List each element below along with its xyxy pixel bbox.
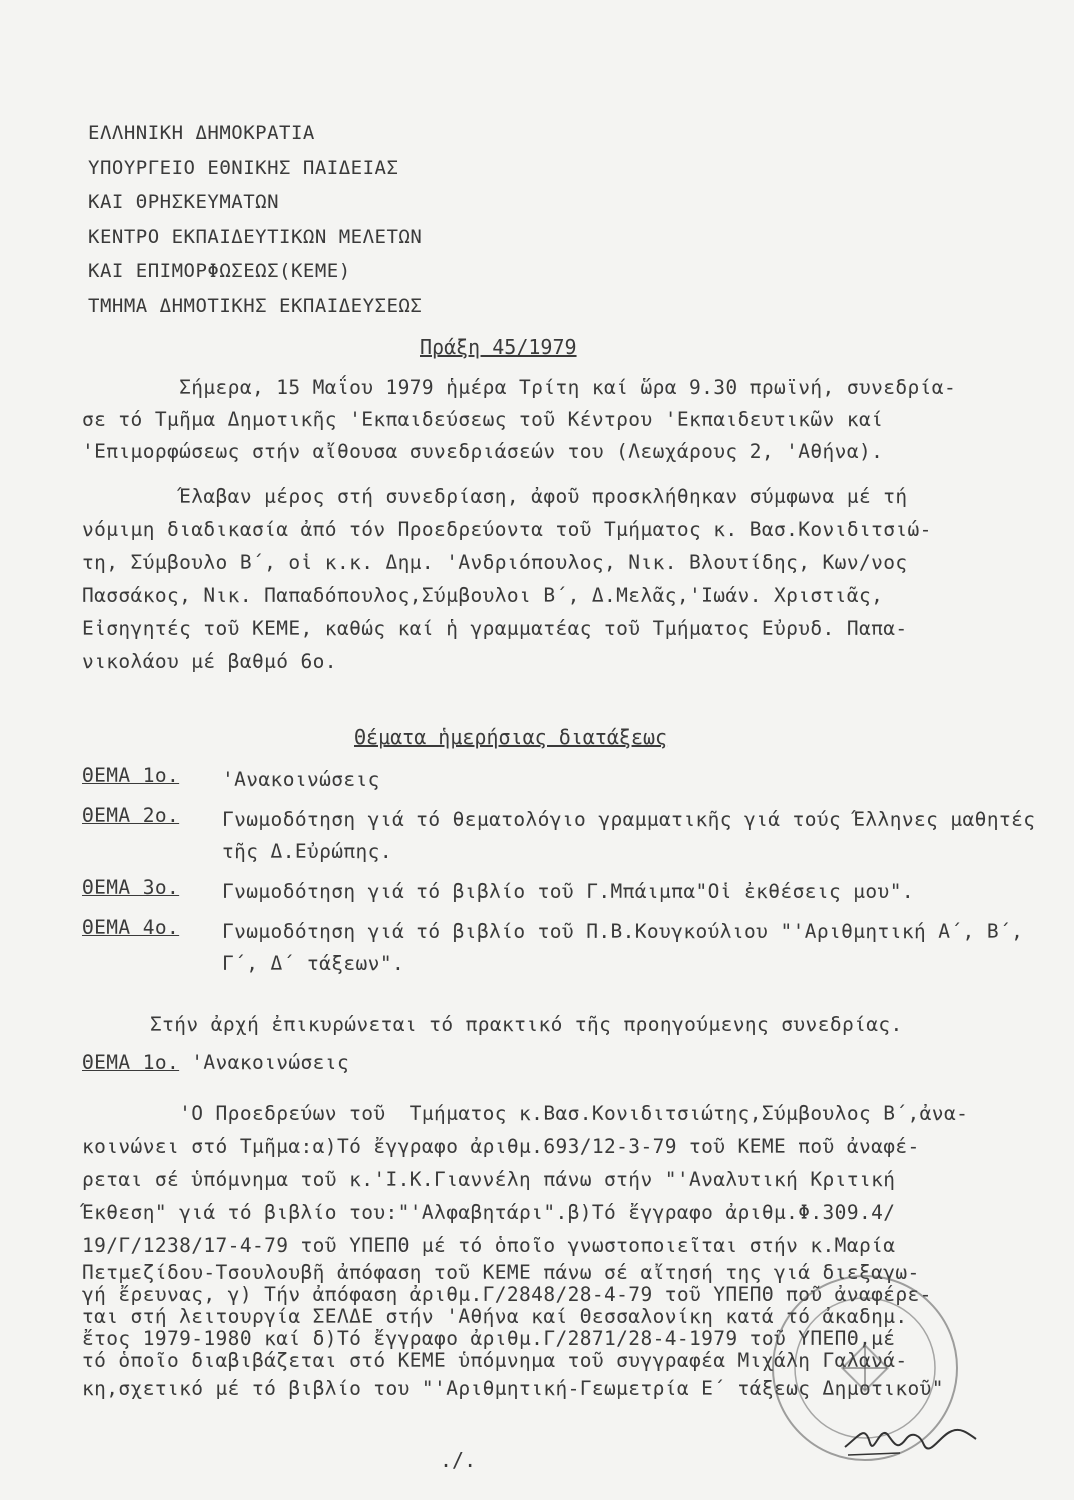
agenda-item <box>82 764 1042 796</box>
text-line: κοινώνει στό Τμῆμα:α)Τό ἔγγραφο ἀριθμ.693/12-3-79 τοῦ ΚΕΜΕ ποῦ ἀναφέ- <box>82 1135 920 1158</box>
text-line: γή ἔρευνας, γ) Τήν ἀπόφαση ἀριθμ.Γ/2848/28-4-79 τοῦ ΥΠΕΠΘ ποῦ ἀναφέρε- <box>82 1283 932 1306</box>
agenda-item-text: Γνωμοδότηση γιά τό βιβλίο τοῦ Π.Β.Κουγκούλιου "'Αριθμητική Α΄, Β΄, Γ΄, Δ΄ τάξεων". <box>222 920 1024 975</box>
text-line: Πασσάκος, Νικ. Παπαδόπουλος,Σύμβουλοι Β΄, Δ.Μελᾶς,'Ιωάν. Χριστιᾶς, <box>82 584 884 607</box>
text-line: Σήμερα, 15 Μαΐου 1979 ἡμέρα Τρίτη καί ὥρα 9.30 πρωϊνή, συνεδρία- <box>82 376 957 399</box>
agenda-item-text: Γνωμοδότηση γιά τό βιβλίο τοῦ Γ.Μπάιμπα"Οἱ ἐκθέσεις μου". <box>222 880 914 903</box>
intro-paragraph <box>82 372 1042 468</box>
text-line: κη,σχετικό μέ τό βιβλίο του "'Αριθμητική-Γεωμετρία Ε΄ τάξεως Δημοτικοῦ" <box>82 1377 944 1400</box>
text-line: Έλαβαν μέρος στή συνεδρίαση, ἀφοῦ προσκλήθηκαν σύμφωνα μέ τή <box>82 485 908 508</box>
text-line: 19/Γ/1238/17-4-79 τοῦ ΥΠΕΠΘ μέ τό ὁποῖο γνωστοποιεῖται στήν κ.Μαρία <box>82 1234 896 1257</box>
section-text: 'Ανακοινώσεις <box>179 1051 350 1074</box>
text-line: ἔτος 1979-1980 καί δ)Τό ἔγγραφο ἀριθμ.Γ/2871/28-4-1979 τοῦ ΥΠΕΠΘ,μέ <box>82 1327 896 1350</box>
letterhead-line: ΕΛΛΗΝΙΚΗ ΔΗΜΟΚΡΑΤΙΑ <box>88 122 315 144</box>
agenda-title: Θέματα ἡμερήσιας διατάξεως <box>354 725 668 749</box>
section-label: ΘΕΜΑ 1ο. <box>82 1051 180 1074</box>
agenda-item <box>82 804 1042 868</box>
text-line: νικολάου μέ βαθμό 6ο. <box>82 650 337 673</box>
letterhead-line: ΥΠΟΥΡΓΕΙΟ ΕΘΝΙΚΗΣ ΠΑΙΔΕΙΑΣ <box>88 156 399 179</box>
agenda-item-text: 'Ανακοινώσεις <box>222 768 380 791</box>
agenda-item-label: ΘΕΜΑ 2ο. <box>82 804 180 827</box>
agenda-item <box>82 876 1042 908</box>
letterhead-line: ΚΑΙ ΕΠΙΜΟΡΦΩΣΕΩΣ(ΚΕΜΕ) <box>88 260 351 282</box>
page-continuation-marker: ./. <box>440 1448 477 1472</box>
text-line: Πετμεζίδου-Τσουλουβῆ ἀπόφαση τοῦ ΚΕΜΕ πάνω σέ αἴτησή της γιά διεξαγω- <box>82 1261 920 1284</box>
approval-statement: Στήν ἀρχή ἐπικυρώνεται τό πρακτικό τῆς προηγούμενης συνεδρίας. <box>150 1013 903 1036</box>
agenda-item-text: Γνωμοδότηση γιά τό θεματολόγιο γραμματικῆς γιά τούς Έλληνες μαθητές τῆς Δ.Εὐρώπης. <box>222 808 1036 863</box>
text-line: τη, Σύμβουλο Β΄, οἱ κ.κ. Δημ. 'Ανδριόπουλος, Νικ. Βλουτίδης, Κων/νος <box>82 551 908 574</box>
letterhead <box>88 116 422 323</box>
letterhead-line: ΚΑΙ ΘΡΗΣΚΕΥΜΑΤΩΝ <box>88 191 280 213</box>
attendance-paragraph <box>82 480 1042 678</box>
text-line: ται στή λειτουργία ΣΕΛΔΕ στήν 'Αθήνα καί Θεσσαλονίκη κατά τό ἀκαδημ. <box>82 1305 908 1328</box>
text-line: 'Επιμορφώσεως στήν αἴθουσα συνεδριάσεών του (Λεωχάρους 2, 'Αθήνα). <box>82 440 884 463</box>
agenda-item-label: ΘΕΜΑ 4ο. <box>82 916 180 939</box>
agenda-item-label: ΘΕΜΑ 1ο. <box>82 764 180 787</box>
text-line: 'Ο Προεδρεύων τοῦ Τμήματος κ.Βασ.Κονιδιτσιώτης,Σύμβουλος Β΄,ἀνα- <box>82 1102 969 1125</box>
agenda-item-label: ΘΕΜΑ 3ο. <box>82 876 180 899</box>
signature-icon <box>840 1405 980 1465</box>
letterhead-line: ΤΜΗΜΑ ΔΗΜΟΤΙΚΗΣ ΕΚΠΑΙΔΕΥΣΕΩΣ <box>88 294 423 317</box>
letterhead-line: ΚΕΝΤΡΟ ΕΚΠΑΙΔΕΥΤΙΚΩΝ ΜΕΛΕΤΩΝ <box>88 225 423 248</box>
text-line: Έκθεση" γιά τό βιβλίο του:"'Αλφαβητάρι".β)Τό ἔγγραφο ἀριθμ.Φ.309.4/ <box>82 1201 896 1224</box>
text-line: σε τό Τμῆμα Δημοτικῆς 'Εκπαιδεύσεως τοῦ Κέντρου 'Εκπαιδευτικῶν καί <box>82 408 884 431</box>
agenda-list <box>82 764 1042 988</box>
agenda-item <box>82 916 1042 980</box>
text-line: ρεται σέ ὑπόμνημα τοῦ κ.'Ι.Κ.Γιαννέλη πάνω στήν "'Αναλυτική Κριτική <box>82 1168 896 1191</box>
document-title: Πράξη 45/1979 <box>420 335 577 359</box>
text-line: Εἰσηγητές τοῦ ΚΕΜΕ, καθώς καί ἡ γραμματέας τοῦ Τμήματος Εὐρυδ. Παπα- <box>82 617 908 640</box>
text-line: νόμιμη διαδικασία ἀπό τόν Προεδρεύοντα τοῦ Τμήματος κ. Βασ.Κονιδιτσιώ- <box>82 518 932 541</box>
text-line: τό ὁποῖο διαβιβάζεται στό ΚΕΜΕ ὑπόμνημα τοῦ συγγραφέα Μιχάλη Γαλανά- <box>82 1349 908 1372</box>
section-heading <box>82 1051 349 1074</box>
